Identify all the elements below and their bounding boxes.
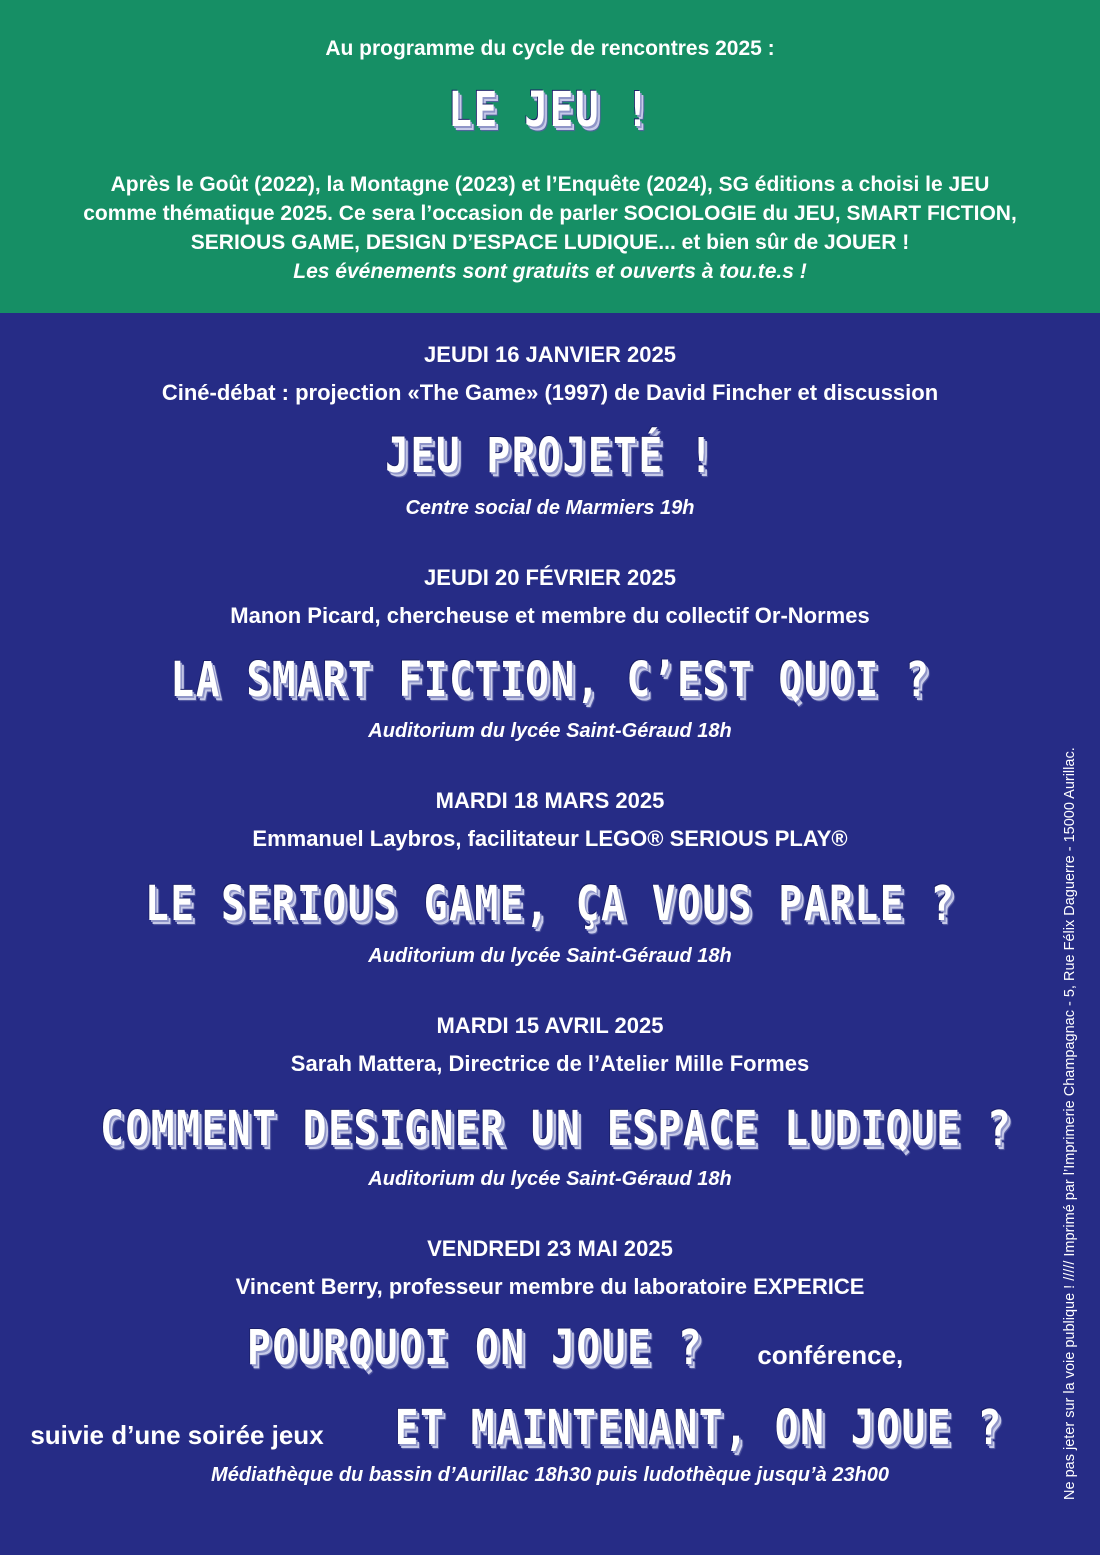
- event-4-title-row: [0, 1101, 1100, 1157]
- event-1-title: JEU PROJETÉ !: [385, 428, 715, 484]
- event-4-subtitle: Sarah Mattera, Directrice de l’Atelier Mille Formes: [290, 1051, 810, 1076]
- event-2-date: JEUDI 20 FÉVRIER 2025: [424, 565, 676, 590]
- event-2-subtitle: Manon Picard, chercheuse et membre du collectif Or-Normes: [230, 603, 870, 628]
- intro-line-1: Après le Goût (2022), la Montagne (2023) et l’Enquête (2024), SG éditions a choisi le JEU: [110, 173, 990, 196]
- event-4-date: MARDI 15 AVRIL 2025: [436, 1013, 664, 1038]
- intro-line-3: SERIOUS GAME, DESIGN D’ESPACE LUDIQUE... et bien sûr de JOUER !: [190, 231, 910, 254]
- imprint-vertical: [1062, 540, 1076, 1500]
- theme-title-row: [0, 82, 1100, 138]
- event-1-place: Centre social de Marmiers 19h: [405, 497, 695, 519]
- event-2-place: Auditorium du lycée Saint-Géraud 18h: [368, 720, 732, 742]
- event-5-title-row: [0, 1320, 1100, 1376]
- event-1-date: JEUDI 16 JANVIER 2025: [424, 342, 676, 367]
- theme-title: LE JEU !: [448, 82, 652, 138]
- imprint-text: Ne pas jeter sur la voie publique ! ///// Imprimé par l’Imprimerie Champagnac - 5, Rue Félix Daguerre - 15000 Aurillac.: [1062, 747, 1078, 1500]
- event-5-date: VENDREDI 23 MAI 2025: [427, 1236, 673, 1261]
- event-3-place: Auditorium du lycée Saint-Géraud 18h: [368, 945, 732, 967]
- intro-line-4: Les événements sont gratuits et ouverts à tou.te.s !: [293, 260, 807, 283]
- event-3-date: MARDI 18 MARS 2025: [435, 788, 665, 813]
- event-5-title-2: ET MAINTENANT, ON JOUE ?: [394, 1400, 1003, 1456]
- program-line: Au programme du cycle de rencontres 2025 :: [325, 37, 775, 60]
- event-4-title: COMMENT DESIGNER UN ESPACE LUDIQUE ?: [100, 1101, 1013, 1157]
- event-3-title-row: [0, 876, 1100, 932]
- event-5-title-suffix: conférence,: [757, 1340, 904, 1370]
- event-2-title: LA SMART FICTION, C’EST QUOI ?: [169, 652, 931, 708]
- intro-line-2: comme thématique 2025. Ce sera l’occasion de parler SOCIOLOGIE du JEU, SMART FICTION,: [83, 202, 1017, 225]
- event-3-title: LE SERIOUS GAME, ÇA VOUS PARLE ?: [144, 876, 956, 932]
- event-3-subtitle: Emmanuel Laybros, facilitateur LEGO® SERIOUS PLAY®: [252, 826, 848, 851]
- event-5-title: POURQUOI ON JOUE ?: [246, 1320, 703, 1376]
- event-2-title-row: [0, 652, 1100, 708]
- event-1-subtitle: Ciné-débat : projection «The Game» (1997) de David Fincher et discussion: [161, 380, 939, 405]
- event-5-subtitle: Vincent Berry, professeur membre du laboratoire EXPERICE: [235, 1274, 865, 1299]
- event-5-place: Médiathèque du bassin d’Aurillac 18h30 puis ludothèque jusqu’à 23h00: [211, 1464, 889, 1486]
- event-5-prefix: suivie d’une soirée jeux: [30, 1420, 324, 1450]
- event-5-second-row: [0, 1400, 1100, 1456]
- event-4-place: Auditorium du lycée Saint-Géraud 18h: [368, 1168, 732, 1190]
- event-1-title-row: [0, 428, 1100, 484]
